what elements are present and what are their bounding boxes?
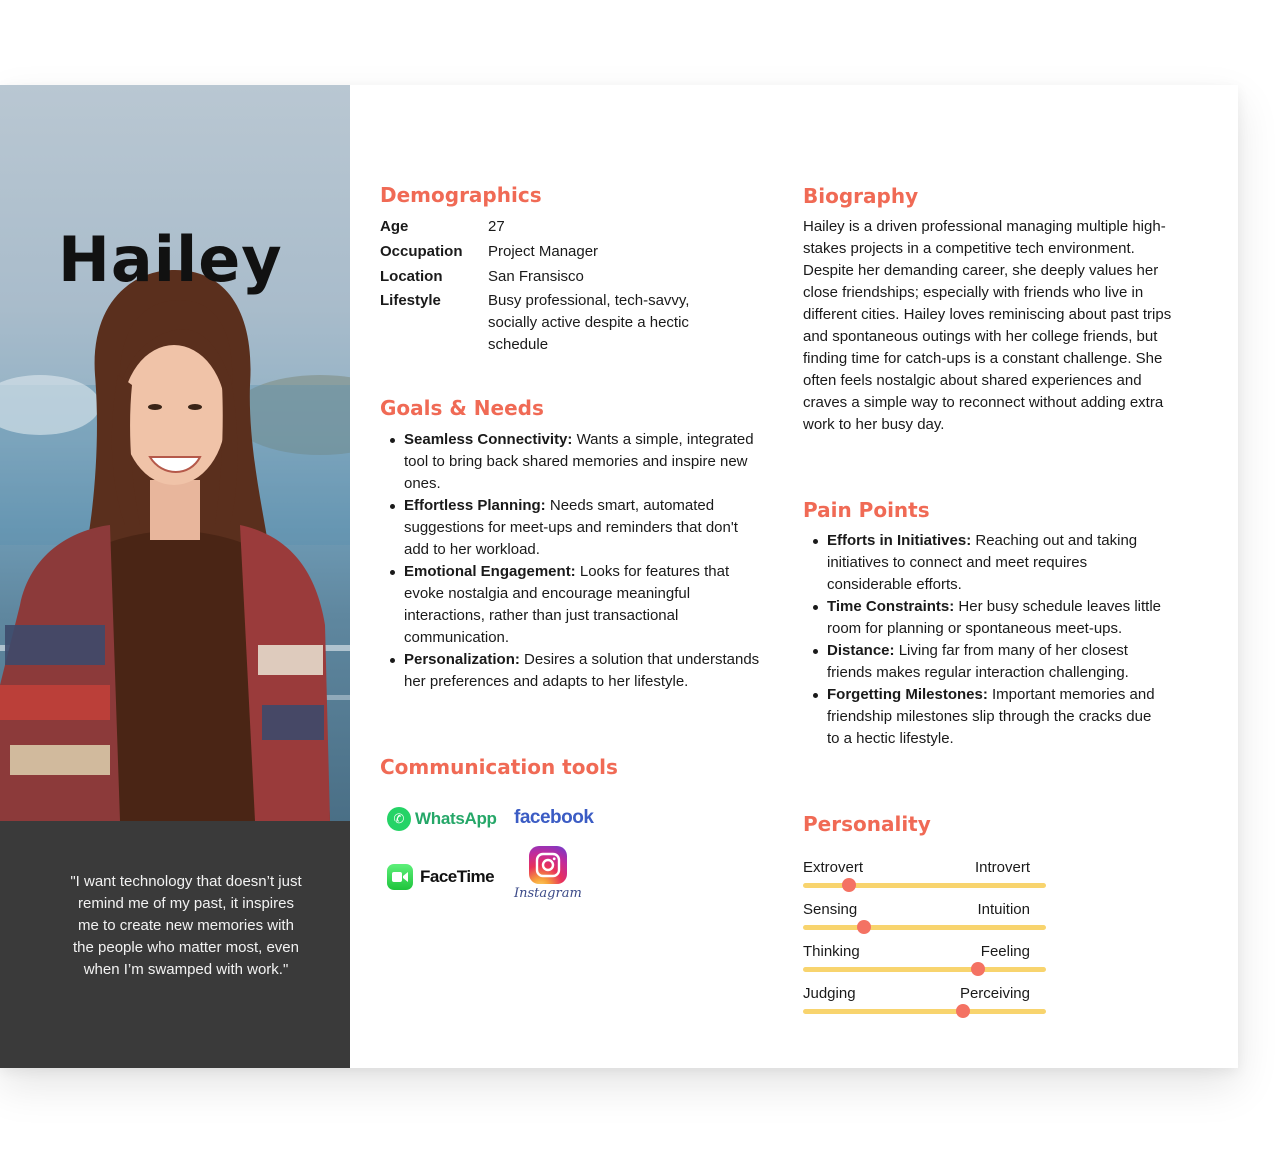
demographics-heading: Demographics (380, 183, 542, 207)
scale-knob (857, 920, 871, 934)
instagram-tool (514, 846, 582, 901)
persona-card (0, 85, 1238, 1068)
pain-point-label: Time Constraints: (827, 598, 955, 615)
demographics-value: Project Manager (488, 243, 599, 260)
pain-point-text: Reaching out and taking initiatives to connect and meet requires considerable efforts. (827, 532, 1138, 593)
pain-point-text: Her busy schedule leaves little room for planning or spontaneous meet-ups. (827, 598, 1162, 637)
pain-point-item (803, 596, 1163, 640)
scale-track (803, 883, 1046, 888)
pain-point-label: Distance: (827, 642, 895, 659)
pain-point-label: Forgetting Milestones: (827, 686, 988, 703)
goals-item (380, 495, 760, 561)
goals-item-text: Needs smart, automated suggestions for meet-ups and reminders that don't add to her workload. (404, 497, 738, 558)
biography-text: Hailey is a driven professional managing multiple high-stakes projects in a competitive tech environment. Despite her demanding career, she deeply values her close friendships; especially with friends who live in different cities. Hailey loves reminiscing about past trips and spontaneous outings with her college friends, but finding time for catch-ups is a constant challenge. She often feels nostalgic about shared experiences and craves a simple way to reconnect without adding extra work to her busy day. (803, 218, 1172, 433)
goals-item-text: Looks for features that evoke nostalgia and encourage meaningful interactions, rather than just transactional communication. (404, 563, 730, 646)
scale-knob (956, 1004, 970, 1018)
pain-point-text: Living far from many of her closest friends makes regular interaction challenging. (827, 642, 1129, 681)
facebook-tool (514, 807, 593, 829)
personality-scale-extrovert (803, 858, 1046, 902)
demographics-value: 27 (488, 218, 505, 235)
whatsapp-tool (387, 807, 497, 831)
persona-name: Hailey (58, 223, 283, 296)
whatsapp-label: WhatsApp (415, 809, 497, 828)
scale-left-label: Judging (803, 985, 856, 1002)
goals-item-label: Emotional Engagement: (404, 563, 576, 580)
persona-left-panel (0, 85, 350, 1068)
demographics-row-location (380, 266, 740, 288)
goals-heading: Goals & Needs (380, 396, 544, 420)
facetime-tool (387, 864, 494, 890)
goals-item-text: Wants a simple, integrated tool to bring back shared memories and inspire new ones. (404, 431, 754, 492)
demographics-key: Occupation (380, 243, 463, 260)
pain-point-label: Efforts in Initiatives: (827, 532, 972, 549)
quote-box (0, 821, 350, 1068)
goals-item (380, 649, 760, 693)
goals-item (380, 561, 760, 649)
goals-item (380, 429, 760, 495)
biography-heading: Biography (803, 184, 919, 208)
persona-right-panel (350, 85, 1238, 1068)
facetime-icon (387, 864, 413, 890)
scale-knob (842, 878, 856, 892)
demographics-row-occupation (380, 241, 740, 263)
demographics-key: Age (380, 218, 409, 235)
pain-point-item (803, 684, 1163, 750)
goals-item-label: Seamless Connectivity: (404, 431, 573, 448)
pain-point-item (803, 530, 1163, 596)
demographics-row-lifestyle (380, 290, 740, 356)
scale-right-label: Introvert (974, 859, 1030, 876)
pain-points-list (803, 530, 1163, 750)
personality-scale-judging (803, 984, 1046, 1028)
scale-left-label: Thinking (803, 943, 860, 960)
instagram-icon (529, 846, 567, 884)
scale-right-label: Intuition (977, 901, 1030, 918)
scale-left-label: Sensing (803, 901, 858, 918)
goals-list (380, 429, 760, 693)
scale-left-label: Extrovert (803, 859, 864, 876)
personality-scale-sensing (803, 900, 1046, 944)
personality-heading: Personality (803, 812, 931, 836)
demographics-key: Lifestyle (380, 292, 441, 309)
personality-scale-thinking (803, 942, 1046, 986)
goals-item-text: Desires a solution that understands her preferences and adapts to her lifestyle. (404, 651, 760, 690)
scale-right-label: Feeling (980, 943, 1030, 960)
pain-points-heading: Pain Points (803, 498, 930, 522)
persona-photo (0, 85, 350, 821)
goals-item-label: Personalization: (404, 651, 520, 668)
communication-heading: Communication tools (380, 755, 618, 779)
facetime-label: FaceTime (420, 867, 495, 886)
whatsapp-icon: ✆ (387, 807, 411, 831)
scale-track (803, 967, 1046, 972)
goals-item-label: Effortless Planning: (404, 497, 546, 514)
scale-right-label: Perceiving (959, 985, 1030, 1002)
persona-quote: "I want technology that doesn’t just remind me of my past, it inspires me to create new memories with the people who matter most, even when I’m swamped with work." (70, 873, 302, 978)
demographics-row-age (380, 216, 740, 238)
scale-track (803, 925, 1046, 930)
instagram-label: Instagram (514, 886, 582, 901)
scale-track (803, 1009, 1046, 1014)
demographics-value: Busy professional, tech-savvy, socially active despite a hectic schedule (488, 292, 690, 353)
pain-point-item (803, 640, 1163, 684)
pain-point-text: Important memories and friendship milestones slip through the cracks due to a hectic lifestyle. (827, 686, 1155, 747)
demographics-value: San Fransisco (488, 268, 584, 285)
demographics-key: Location (380, 268, 443, 285)
facebook-logo: facebook (514, 807, 594, 828)
scale-knob (971, 962, 985, 976)
